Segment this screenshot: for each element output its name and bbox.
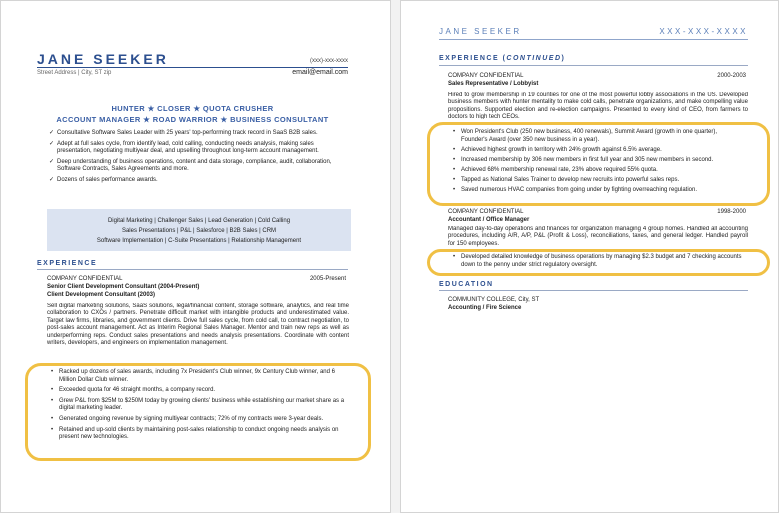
summary-item: ✓ Deep understanding of business operations, content and data storage, compliance, audit, collaboration, Software Contracts, Sales Agreements and more. (49, 159, 349, 174)
achievement-item: • Retained and up-sold clients by maintaining post-sales relationship to conduct ongoing needs analysis on present new technologies. (51, 427, 347, 442)
achievement-item: • Developed detailed knowledge of business operations by managing $2.3 budget and 7 checking accounts down to the penny under strict regulatory oversight. (453, 254, 745, 269)
job-description: Hired to grow membership in 19 counties for one of the most powerful lobby associations in the US. Developed business members with hunter mentality to make cold calls, penetrate organizations, and make compelling value propositions. Supported election and re-election campaigns. Presented to every kind of CEO, from farmers to doctors to high tech CEOs. (448, 92, 748, 119)
achievement-item: • Tapped as National Sales Trainer to develop new recruits into powerful sales reps. (453, 177, 745, 185)
resume-page-2 (400, 0, 779, 513)
achievement-item: • Achieved highest growth in territory with 24% growth against 6.5% average. (453, 147, 745, 155)
experience-heading: EXPERIENCE (37, 260, 98, 267)
street-address: Street Address | City, ST zip (37, 70, 112, 76)
job-title: Accountant / Office Manager (448, 217, 530, 223)
achievement-list (51, 369, 347, 445)
heading-part: ) (561, 55, 566, 62)
company-name: COMPANY CONFIDENTIAL (448, 209, 524, 215)
achievement-item: • Saved numerous HVAC companies from going under by fighting overreaching regulation. (453, 187, 745, 195)
achievement-item: • Exceeded quota for 46 straight months, a company record. (51, 387, 347, 395)
heading-part: EXPERIENCE ( (439, 55, 507, 62)
school-name: COMMUNITY COLLEGE, City, ST (448, 297, 540, 303)
job-dates: 1998-2000 (717, 209, 746, 215)
summary-list (49, 130, 349, 188)
achievement-item: • Won President's Club (250 new business, 400 renewals), Summit Award (growth in one quarter), Founder's Award (over 350 new business in a year). (453, 129, 745, 144)
skills-line: Sales Presentations | P&L | Salesforce | B2B Sales | CRM (121, 228, 277, 234)
job-dates: 2005-Present (309, 276, 346, 282)
skills-box (47, 209, 351, 251)
summary-item: ✓ Consultative Software Sales Leader with 25 years' top-performing track record in SaaS B2B sales. (49, 130, 349, 138)
job-dates: 2000-2003 (717, 73, 746, 79)
achievement-item: • Grew P&L from $25M to $250M today by growing clients' business while establishing our market share as a digital marketing leader. (51, 398, 347, 413)
job-title: Senior Client Development Consultant (2004-Present) (47, 284, 200, 290)
job-title: Client Development Consultant (2003) (47, 292, 156, 298)
phone-number: XXX-XXX-XXXX (659, 27, 748, 36)
company-name: COMPANY CONFIDENTIAL (448, 73, 524, 79)
headline-line-1: HUNTER ★ CLOSER ★ QUOTA CRUSHER (111, 104, 274, 113)
company-name: COMPANY CONFIDENTIAL (47, 276, 123, 282)
job-title: Sales Representative / Lobbyist (448, 81, 539, 87)
skills-line: Digital Marketing | Challenger Sales | Lead Generation | Cold Calling (107, 218, 291, 224)
achievement-list (453, 254, 745, 272)
candidate-name: JANE SEEKER (439, 27, 522, 36)
skills-line: Software Implementation | C-Suite Presentations | Relationship Management (96, 238, 302, 244)
achievement-item: • Racked up dozens of sales awards, including 7x President's Club winner, 9x Century Club winner, and 6 Million Dollar Club winner. (51, 369, 347, 384)
summary-item: ✓ Dozens of sales performance awards. (49, 177, 349, 185)
phone-number: (xxx)-xxx-xxxx (310, 58, 348, 64)
experience-continued-heading (439, 55, 565, 62)
email-address: email@email.com (292, 69, 348, 76)
education-heading: EDUCATION (439, 281, 494, 288)
achievement-item: • Achieved 68% membership renewal rate, 23% above required 55% quota. (453, 167, 745, 175)
achievement-item: • Generated ongoing revenue by signing multiyear contracts; 72% of my contracts were 3-year deals. (51, 416, 347, 424)
job-description: Managed day-to-day operations and finances for organization managing 4 group homes. Handled all accounting procedures, including A/R, A/P, P&L (Profit & Loss), reconciliations, taxes, and general ledger. Handled payroll for 150 employees. (448, 226, 748, 247)
degree: Accounting / Fire Science (448, 305, 522, 311)
achievement-item: • Increased membership by 306 new members in first full year and 305 new members in second. (453, 157, 745, 165)
candidate-name: JANE SEEKER (37, 51, 169, 67)
summary-item: ✓ Adept at full sales cycle, from identify lead, cold calling, conducting needs analysis, making sales presentation, negotiating multiyear deal, and upselling throughout long-term account management. (49, 141, 349, 156)
heading-part: CONTINUED (506, 55, 562, 62)
headline-line-2: ACCOUNT MANAGER ★ ROAD WARRIOR ★ BUSINESS CONSULTANT (56, 115, 329, 124)
job-description: Sell digital marketing solutions, SaaS solutions, legal/financial content, storage software, analytics, and real time collaboration to CXOs / partners. Penetrate difficult market with intangible products and underestimated value. Target law firms, libraries, and government clients. Drive full sales cycle, from cold call, to contract negotiation, to post-sales account management. Act as Interim Regional Sales Manager. Mentor and train new reps as well as underperforming reps. Conduct sales presentations and needs analysis presentations. Coordinate with content writers, developers, and engineers on implementation management. (47, 303, 349, 347)
achievement-list (453, 129, 745, 197)
